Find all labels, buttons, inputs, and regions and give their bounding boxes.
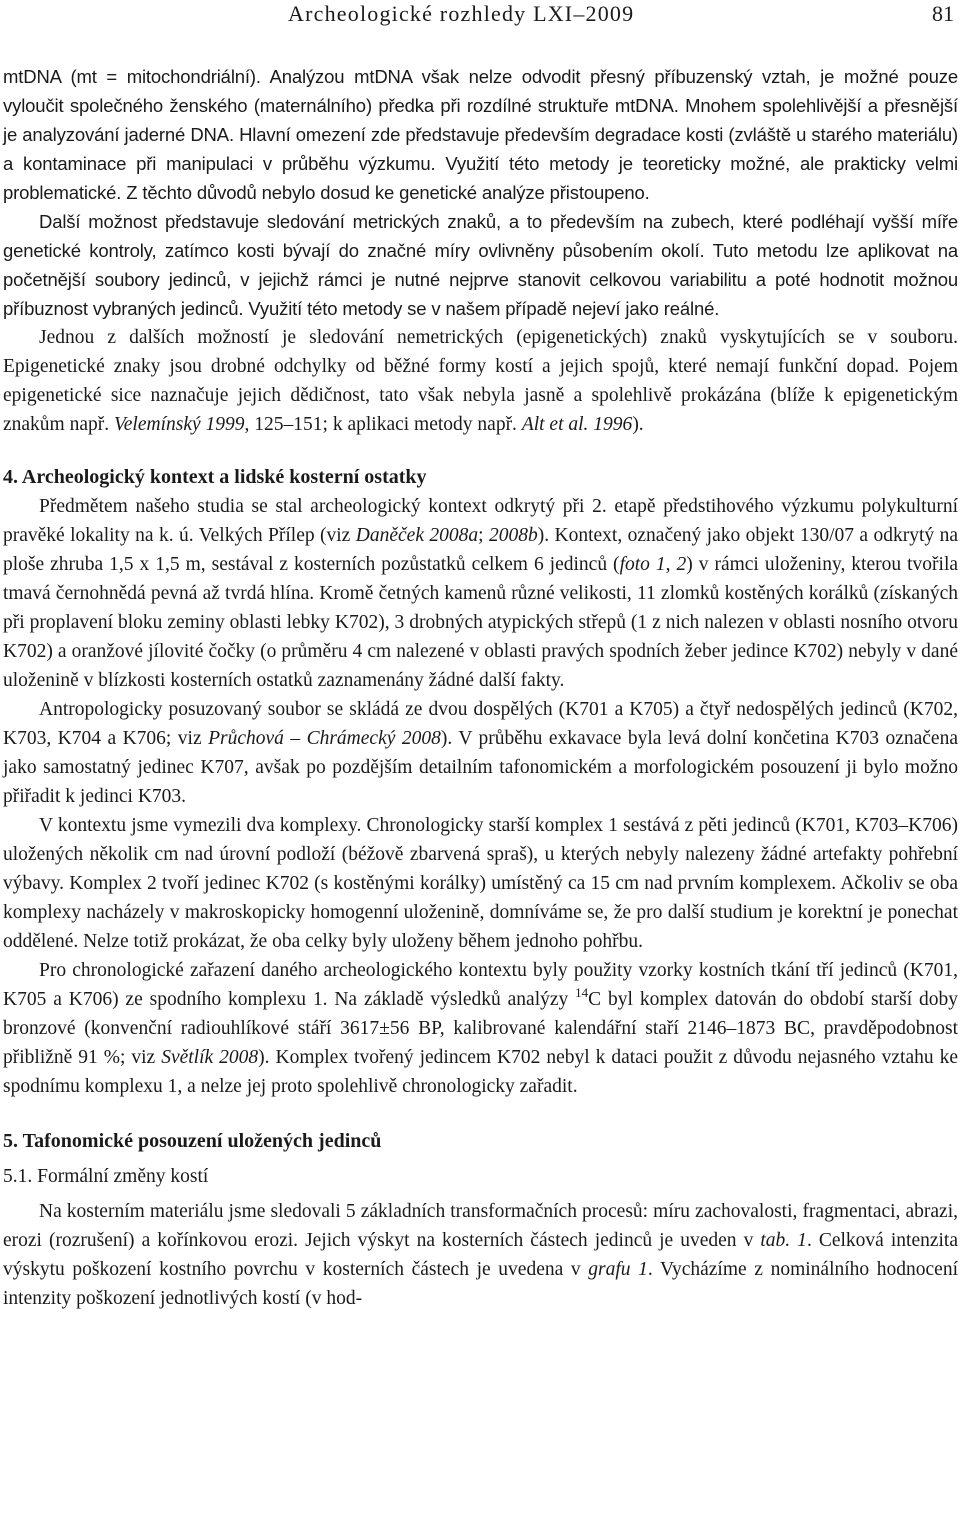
citation: 2008b [488,525,538,546]
text-run: ). V průběhu exkavace byla levá dolní končetina K703 označena jako samostatný jedinec K707, avšak po pozdějším detailním tafonomickém a morfologickém posouzení ji bylo možno přiřadit k jedinci K703. [3,728,958,807]
paragraph [3,62,958,207]
citation: Velemínský 1999 [114,414,245,435]
text-run: Antropologicky posuzovaný soubor se skládá ze dvou dospělých (K701 a K705) a čtyř nedospělých jedinců (K702, K703, K704 a K706; viz [3,699,958,749]
paragraph [3,207,958,323]
section-heading: 4. Archeologický kontext a lidské kosterní ostatky [3,466,427,488]
paragraph [3,956,958,1101]
citation: tab. 1 [760,1230,807,1251]
section-heading: 5. Tafonomické posouzení uložených jedinců [3,1130,382,1152]
citation: grafu 1 [588,1259,648,1280]
paragraph [3,811,958,956]
running-header [0,0,960,28]
text-run: Jednou z dalších možností je sledování nemetrických (epigenetických) znaků vyskytujících se v souboru. Epigenetické znaky jsou drobné odchylky od běžné formy kostí a jejich spojů, které nemají funkční dopad. Pojem epigenetické sice naznačuje jejich dědičnost, tato však nebyla jasně a spolehlivě prokázána (blíže k epigenetickým znakům např. [3,327,958,435]
text-run: Předmětem našeho studia se stal archeologický kontext odkrytý při 2. etapě předstihového výzkumu polykulturní pravěké lokality na k. ú. Velkých Přílep (viz [3,496,958,546]
citation: Světlík 2008 [161,1047,259,1068]
text-run: 5.1. Formální změny kostí [3,1166,209,1187]
paragraph [3,1162,958,1191]
text-run: Pro chronologické zařazení daného archeologického kontextu byly použity vzorky kostních tkání tří jedinců (K701, K705 a K706) ze spodního komplexu 1. Na základě výsledků analýzy [3,960,958,1010]
text-run: C byl komplex datován do období starší doby bronzové (konvenční radiouhlíkové stáří 3617±56 BP, kalibrované kalendářní staří 2146–1873 BC, pravděpodobnost přibližně 91 %; viz [3,989,958,1068]
article-body [3,62,958,1313]
paragraph [3,695,958,811]
citation: Průchová – Chrámecký 2008 [208,728,441,749]
citation: Alt et al. 1996 [521,414,633,435]
citation: foto 1 [619,554,666,575]
superscript: 14 [575,985,589,1000]
text-run: . Vycházíme z nominálního hodnocení intenzity poškození jednotlivých kostí (v hod- [3,1259,959,1309]
text-run: ). Kontext, označený jako objekt 130/07 a odkrytý na ploše zhruba 1,5 x 1,5 m, sestával z kosterních pozůstatků celkem 6 jedinců ( [3,525,958,575]
text-run: . Celková intenzita výskytu poškození kostního povrchu v kosterních částech je uvedena v [3,1230,958,1280]
page-number: 81 [932,1,954,26]
text-run: mtDNA (mt = mitochondriální). Analýzou mtDNA však nelze odvodit přesný příbuzenský vztah, je možné pouze vyloučit společného ženského (maternálního) předka při rozdílné struktuře mtDNA. Mnohem spolehlivější a přesnější je analyzování jaderné DNA. Hlavní omezení zde představuje především degradace kosti (zvláště u starého materiálu) a kontaminace při manipulaci v průběhu výzkumu. Využití této metody je teoreticky možné, ale prakticky velmi problematické. Z těchto důvodů nebylo dosud ke genetické analýze přistoupeno. [3,66,958,203]
text-run: ). Komplex tvořený jedincem K702 nebyl k dataci použit z důvodu nejasného vztahu ke spodnímu komplexu 1, a nelze jej proto spolehlivě chronologicky zařadit. [3,1047,959,1097]
citation: 2 [676,554,687,575]
text-run: ). [632,414,644,435]
text-run: Na kosterním materiálu jsme sledovali 5 základních transformačních procesů: míru zachovalosti, fragmentaci, abrazi, erozi (rozrušení) a kořínkovou erozi. Jejich výskyt na kosterních částech jedinců je uveden v [3,1201,958,1251]
paragraph [3,323,958,439]
paragraph [3,492,958,695]
journal-title: Archeologické rozhledy LXI–2009 [288,1,635,26]
text-run: , 125–151; k aplikaci metody např. [244,414,522,435]
citation: Daněček 2008a [355,525,479,546]
paragraph [3,1197,958,1313]
text-run: Další možnost představuje sledování metrických znaků, a to především na zubech, které podléhají vyšší míře genetické kontroly, zatímco kosti bývají do značné míry ovlivněny působením okolí. Tuto metodu lze aplikovat na početnější soubory jedinců, v jejichž rámci je nutné nejprve stanovit celkovou variabilitu a poté hodnotit možnou příbuznost vybraných jedinců. Využití této metody se v našem případě nejeví jako reálné. [3,211,958,319]
text-run: ) v rámci uloženiny, kterou tvořila tmavá černohnědá pevná až tvrdá hlína. Kromě četných kamenů různé velikosti, 11 zlomků kostěných korálků (získaných při proplavení bloku zeminy oblasti lebky K702), 3 drobných atypických střepů (1 z nich nalezen v oblasti nosního otvoru K702) a oranžové jílovité čočky (o průměru 4 cm nalezené v oblasti pravých spodních žeber jedince K702) nebyly v dané uloženině v blízkosti kosterních ostatků zaznamenány žádné další fakty. [3,554,959,691]
text-run: V kontextu jsme vymezili dva komplexy. Chronologicky starší komplex 1 sestává z pěti jedinců (K701, K703–K706) uložených několik cm nad úrovní podloží (béžově zbarvená spraš), u kterých nebyly nalezeny žádné artefakty pohřební výbavy. Komplex 2 tvoří jedinec K702 (s kostěnými korálky) umístěný ca 15 cm nad prvním komplexem. Ačkoliv se oba komplexy nacházely v makroskopicky homogenní uloženině, domníváme se, že pro další studium je korektní je ponechat oddělené. Nelze totiž prokázat, že oba celky byly uloženy během jednoho pohřbu. [3,815,958,952]
text-run: ; [478,525,489,546]
text-run: , [665,554,677,575]
